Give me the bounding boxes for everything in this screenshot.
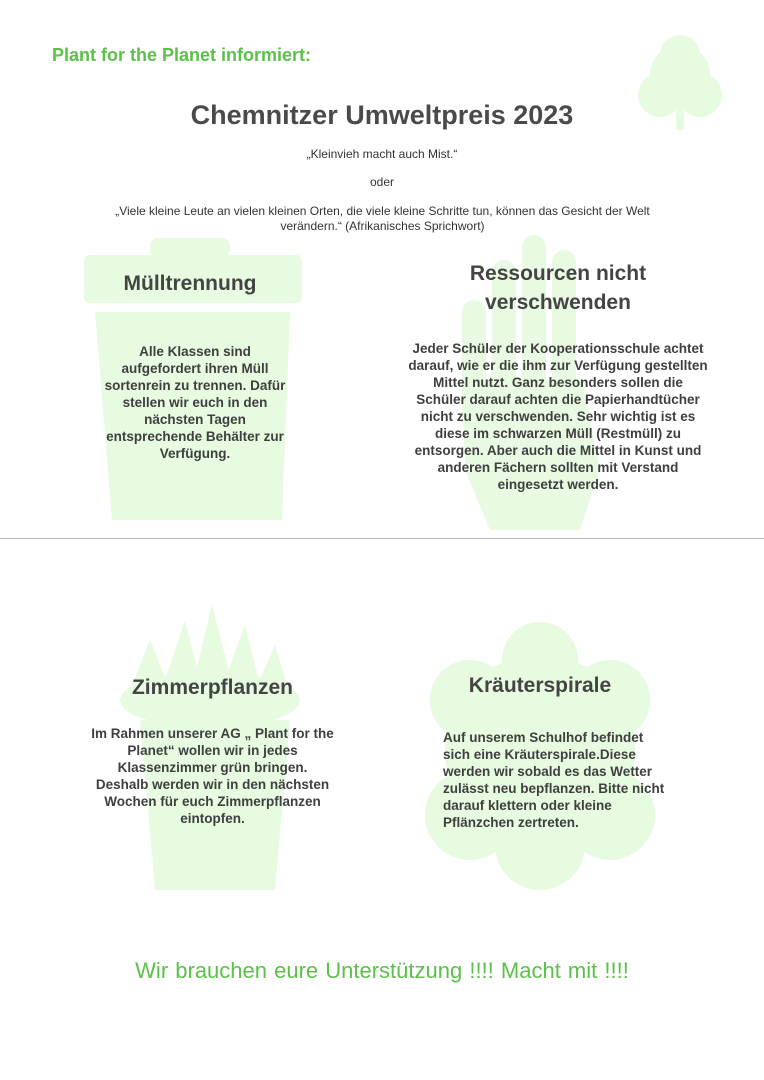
section-title-zimmerpflanzen: Zimmerpflanzen <box>131 676 294 699</box>
organization-header: Plant for the Planet informiert: <box>52 45 312 65</box>
section-body-kraeuterspirale: Auf unserem Schulhof befindet sich eine Kräuterspirale.Diese werden wir sobald es das Wetter zulässt neu bepflanzen. Bitte nicht darauf klettern oder kleine Pflänzchen zertreten. <box>443 730 665 830</box>
section-title-ressourcen: Ressourcen nicht verschwenden <box>469 262 647 314</box>
fold-divider <box>0 538 764 539</box>
quote-kleinvieh: „Kleinvieh macht auch Mist.“ <box>306 147 458 161</box>
section-body-zimmerpflanzen: Im Rahmen unserer AG „ Plant for the Planet“ wollen wir in jedes Klassenzimmer grün bringen. Deshalb werden wir in den nächsten Wochen für euch Zimmerpflanzen eintopfen. <box>91 726 334 826</box>
section-title-kraeuterspirale: Kräuterspirale <box>468 674 612 697</box>
section-title-muelltrennung: Mülltrennung <box>123 272 257 295</box>
section-body-ressourcen: Jeder Schüler der Kooperationsschule achtet darauf, wie er die ihm zur Verfügung gestellten Mittel nutzt. Ganz besonders sollen die Schüler darauf achten die Papierhandtücher nicht zu verschwenden. Sehr wichtig ist es diese im schwarzen Müll (Restmüll) zu entsorgen. Aber auch die Mittel in Kunst und anderen Fächern sollten mit Verstand eingesetzt werden. <box>408 341 708 492</box>
quote-african-proverb: „Viele kleine Leute an vielen kleinen Orten, die viele kleine Schritte tun, können das Gesicht der Welt verändern.“ (Afrikanisches Sprichwort) <box>115 204 650 233</box>
call-to-action: Wir brauchen eure Unterstützung !!!! Macht mit !!!! <box>135 958 629 983</box>
quote-separator: oder <box>369 175 395 189</box>
page-title: Chemnitzer Umweltpreis 2023 <box>190 100 574 130</box>
section-body-muelltrennung: Alle Klassen sind aufgefordert ihren Müll sortenrein zu trennen. Dafür stellen wir euch in den nächsten Tagen entsprechende Behälter zur Verfügung. <box>104 344 286 461</box>
